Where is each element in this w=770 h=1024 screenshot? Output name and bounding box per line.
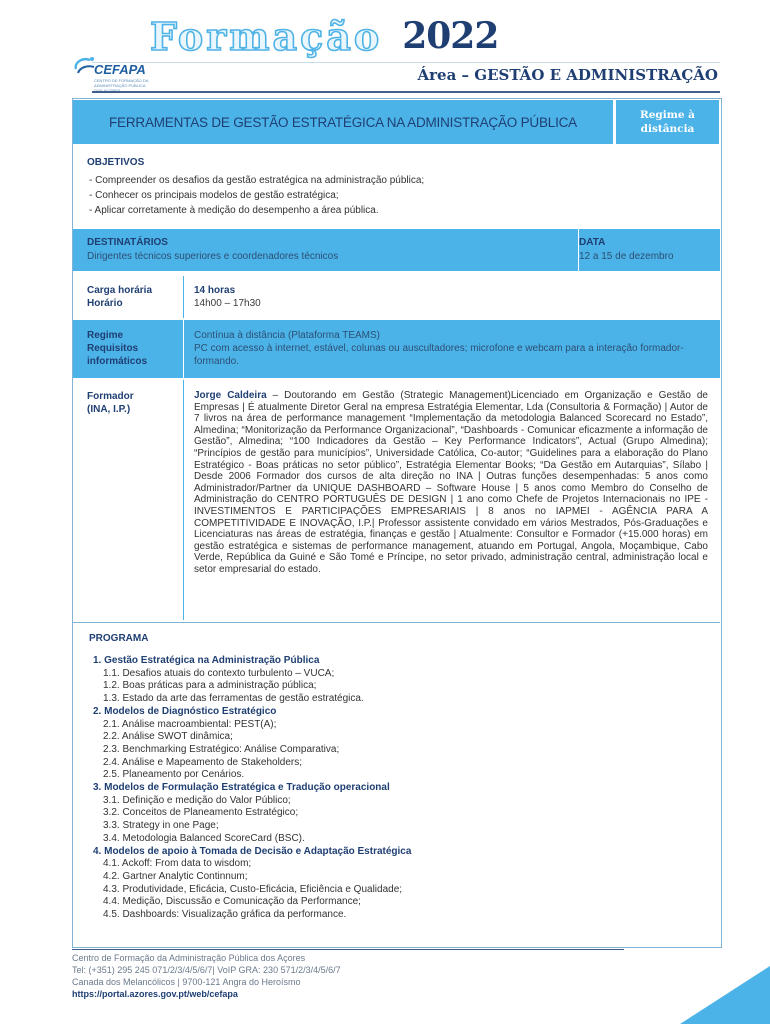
column-divider [183,276,184,318]
list-item: - Compreender os desafios da gestão estratégica na administração pública; [89,175,425,186]
footer [72,952,341,1000]
course-title-box [73,100,613,144]
programa-section [73,622,720,947]
logo-subtitle: CENTRO DE FORMAÇÃO DA ADMINISTRAÇÃO PÚBLICA [94,78,149,88]
requisitos-value: PC com acesso à internet, estável, colunas ou auscultadores; microfone e webcam para a interação formador-formando. [194,343,684,367]
programa-module: 1. Gestão Estratégica na Administração Pública [93,655,320,666]
objetivos-list [89,173,424,218]
formador-bio-text: – Doutorando em Gestão (Strategic Management)Licenciado em Organização e Gestão de Empresas | É atualmente Diretor Geral na empresa Estratégia Elementar, Lda (Consultoria & Formação) | Autor de 7 livros na área de performance management “Implementação da metodologia Balanced Scorecard no Estado”, Almedina; “Monitorização da Performance Organizacional”, “Dashboards - Comunicar eficazmente a informação de Gestão”, Almedina; “100 Indicadores da Gestão – Key Performance Indicators”, Actual (Grupo Almedina); “Princípios de gestão para municípios”, Universidade Católica, Co-autor; “Guidelines para a elaboração do Plano Estratégico - Boas práticas no setor público”, Estratégia Elementar Books; “Da Gestão em Autarquias”, Sílabo | Desde 2006 Formador dos cursos de alta direção no INA | Outras funções desempenhadas: 5 anos como Administrador/Partner da UNIQUE DASHBOARD – Software House | 5 anos como Membro do Conselho de Administração do CENTRO PORTUGUÊS DE DESIGN | 1 ano como Chefe de Projetos Internacionais no IPE - INVESTIMENTOS E PARTICIPAÇÕES EMPRESARIAIS | 8 anos no IAPMEI - AGÊNCIA PARA A COMPETITIVIDADE E INOVAÇÃO, I.P.| Professor assistente convidado em vários Mestrados, Pós-Graduações e Licenciaturas nas áreas de estratégia, finanças e gestão | Atualmente: Consultor e Formador (+15.000 horas) em gestão estratégica e sistemas de performance management, atuando em Portugal, Angola, Moçambique, Cabo Verde, República da Guiné e São Tomé e Príncipe, no setor privado, administração central, administração local e setor empresarial do estado. [194,390,708,575]
horario-value: 14h00 – 17h30 [194,298,261,309]
banner-word: Formação [150,13,383,59]
horario-label: Horário [87,298,123,309]
regime-section [73,320,720,378]
footer-link[interactable]: https://portal.azores.gov.pt/web/cefapa [72,989,238,999]
informaticos-label: informáticos [87,356,148,367]
formador-label: Formador [87,391,134,402]
footer-divider [72,949,624,950]
destinatarios-value: Dirigentes técnicos superiores e coordenadores técnicos [87,251,339,262]
programa-subitem: 1.1. Desafios atuais do contexto turbulento – VUCA; [103,667,335,679]
cefapa-logo [72,55,162,95]
data-label: DATA [579,237,606,248]
programa-subitem: 2.1. Análise macroambiental: PEST(A); [103,718,277,730]
programa-subitem: 4.3. Produtividade, Eficácia, Custo-Eficácia, Eficiência e Qualidade; [103,883,403,895]
programa-module: 2. Modelos de Diagnóstico Estratégico [93,705,277,717]
column-divider [183,320,184,378]
objetivos-label: OBJETIVOS [87,157,145,168]
data-value: 12 a 15 de dezembro [579,251,674,262]
programa-subitem: 1.2. Boas práticas para a administração pública; [103,680,317,692]
carga-section [73,276,720,318]
programa-list [93,655,411,922]
footer-org: Centro de Formação da Administração Pública dos Açores [72,953,306,963]
regime-badge [616,100,719,144]
destinatarios-label: DESTINATÁRIOS [87,237,168,248]
footer-address: Canada dos Melancólicos | 9700-121 Angra do Heroísmo [72,977,301,987]
area-divider [92,91,720,93]
regime-badge-line2: distância [640,123,695,135]
banner-title [150,14,498,58]
destinatarios-section [73,229,720,271]
list-item: - Aplicar corretamente à medição do desempenho a área pública. [89,205,379,216]
programa-subitem: 4.2. Gartner Analytic Continnum; [103,870,248,882]
area-title: Área – GESTÃO E ADMINISTRAÇÃO [417,66,718,84]
programa-subitem: 2.4. Análise e Mapeamento de Stakeholders; [103,756,303,768]
regime-label: Regime [87,330,124,341]
programa-subitem: 3.4. Metodologia Balanced ScoreCard (BSC). [103,832,305,844]
programa-subitem: 3.2. Conceitos de Planeamento Estratégico; [103,807,299,819]
regime-badge-line1: Regime à [640,109,695,121]
programa-module: 4. Modelos de apoio à Tomada de Decisão e Adaptação Estratégica [93,845,412,857]
programa-subitem: 2.2. Análise SWOT dinâmica; [103,731,233,743]
programa-module: 3. Modelos de Formulação Estratégica e Tradução operacional [93,782,390,794]
programa-subitem: 1.3. Estado da arte das ferramentas de gestão estratégica. [103,693,364,705]
programa-subitem: 4.4. Medição, Discussão e Comunicação da Performance; [103,896,361,908]
objetivos-section [73,146,720,224]
programa-subitem: 3.1. Definição e medição do Valor Público; [103,794,291,806]
programa-subitem: 2.3. Benchmarking Estratégico: Análise Comparativa; [103,743,340,755]
regime-value: Contínua à distância (Plataforma TEAMS) [194,330,381,341]
list-item: - Conhecer os principais modelos de gestão estratégica; [89,190,339,201]
footer-phone: Tel: (+351) 295 245 071/2/3/4/5/6/7| VoIP GRA: 230 571/2/3/4/5/6/7 [72,965,341,975]
course-title: FERRAMENTAS DE GESTÃO ESTRATÉGICA NA ADMINISTRAÇÃO PÚBLICA [109,114,577,130]
logo-name: CEFAPA [94,62,146,77]
carga-label: Carga horária [87,285,153,296]
banner-year: 2022 [402,15,499,57]
corner-decoration [680,966,770,1024]
programa-subitem: 4.1. Ackoff: From data to wisdom; [103,858,252,870]
formador-org: (INA, I.P.) [87,404,131,415]
programa-label: PROGRAMA [89,633,149,644]
column-divider [183,380,184,620]
formador-section [73,380,720,620]
carga-value: 14 horas [194,285,236,296]
formador-bio [194,390,708,576]
banner-divider [92,62,720,63]
programa-subitem: 3.3. Strategy in one Page; [103,820,219,832]
programa-subitem: 2.5. Planeamento por Cenários. [103,769,245,781]
programa-subitem: 4.5. Dashboards: Visualização gráfica da performance. [103,909,347,921]
formador-name: Jorge Caldeira [194,390,267,401]
requisitos-label: Requisitos [87,343,139,354]
